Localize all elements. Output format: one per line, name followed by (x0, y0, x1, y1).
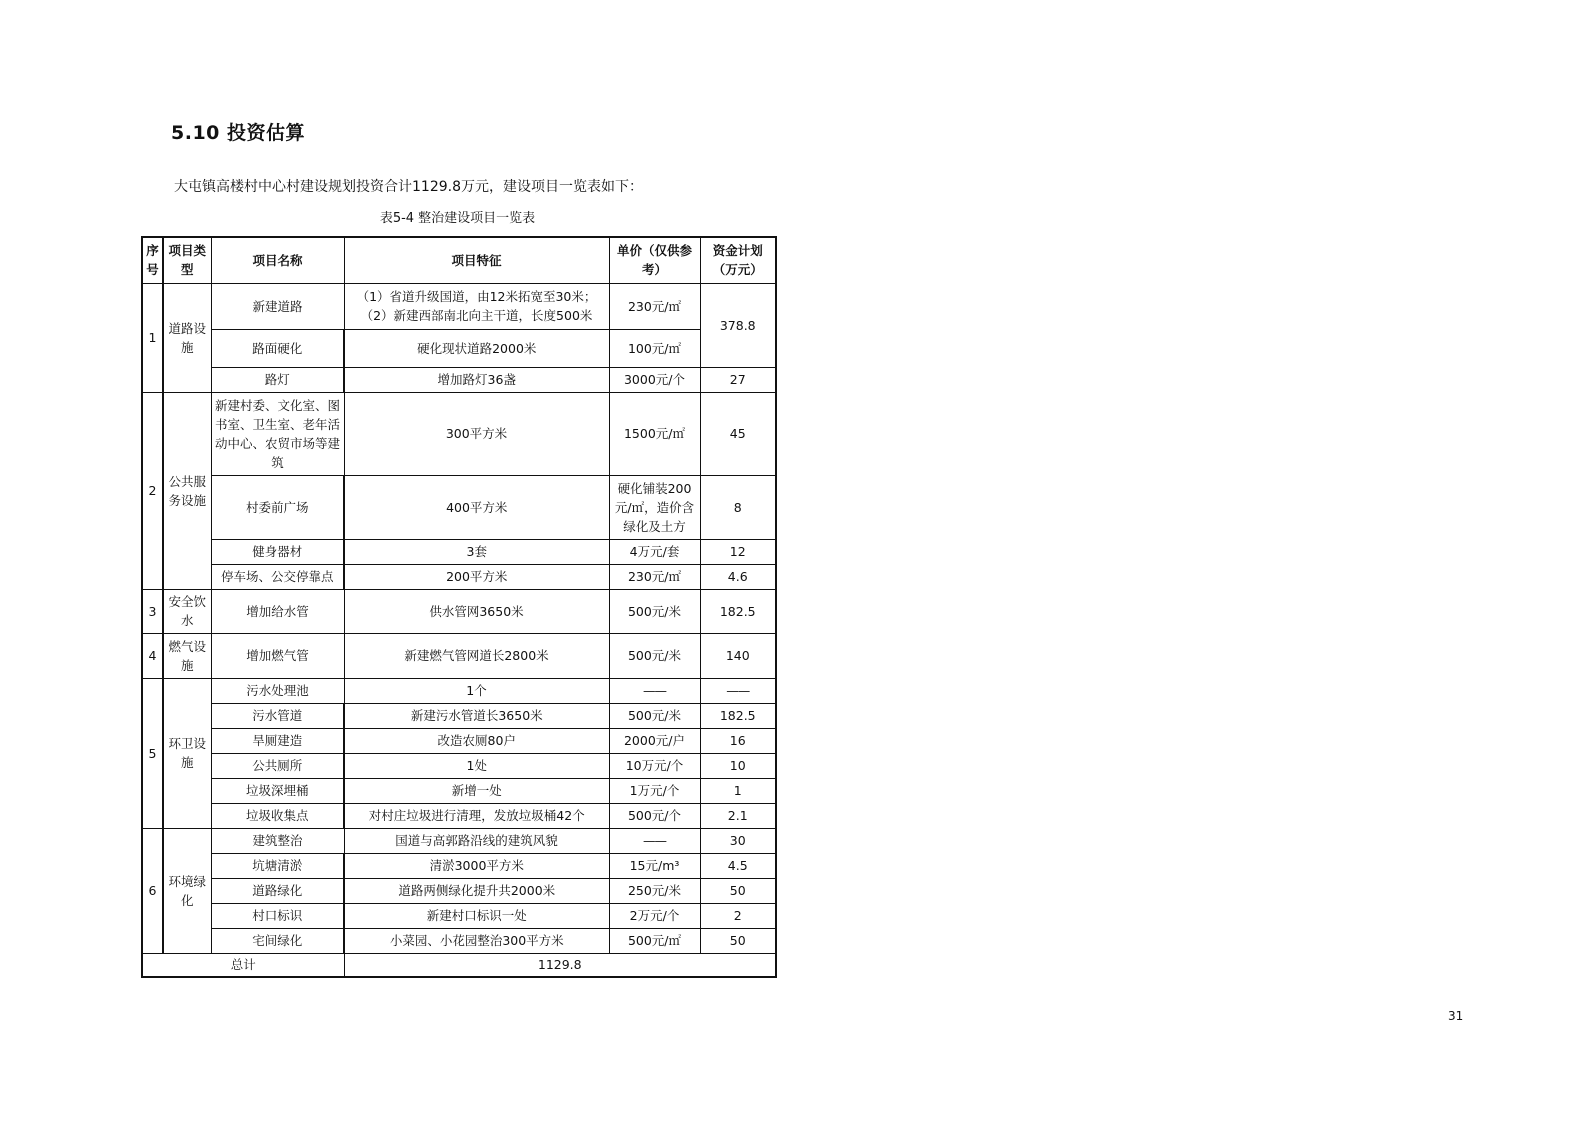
section-heading: 5.10 投资估算 (171, 122, 305, 144)
group-type: 道路设施 (163, 283, 211, 392)
item-price: 500元/个 (609, 803, 700, 828)
item-name: 增加燃气管 (211, 633, 344, 678)
item-feature: 3套 (344, 539, 609, 564)
group-type: 公共服务设施 (163, 392, 211, 589)
item-budget: 2.1 (700, 803, 776, 828)
item-price: 500元/米 (609, 703, 700, 728)
item-price: —— (609, 678, 700, 703)
item-price: 500元/㎡ (609, 928, 700, 953)
table-row (142, 283, 776, 329)
item-budget: 140 (700, 633, 776, 678)
item-feature: 400平方米 (344, 475, 609, 539)
table-row (142, 753, 776, 778)
item-feature: 增加路灯36盏 (344, 367, 609, 392)
item-budget: 50 (700, 878, 776, 903)
table-caption: 表5-4 整治建设项目一览表 (379, 211, 536, 226)
group-index: 2 (142, 392, 163, 589)
group-type: 燃气设施 (163, 633, 211, 678)
item-name: 垃圾收集点 (211, 803, 344, 828)
item-price: 10万元/个 (609, 753, 700, 778)
item-price: 硬化铺装200元/㎡，造价含绿化及土方 (609, 475, 700, 539)
item-price: 500元/米 (609, 633, 700, 678)
item-price: 500元/米 (609, 589, 700, 633)
item-feature: 300平方米 (344, 392, 609, 475)
item-price: 2000元/户 (609, 728, 700, 753)
table-row (142, 703, 776, 728)
item-name: 新建道路 (211, 283, 344, 329)
table-row (142, 903, 776, 928)
table-row (142, 828, 776, 853)
item-feature: 1处 (344, 753, 609, 778)
total-row (142, 953, 776, 977)
item-feature: （1）省道升级国道，由12米拓宽至30米；（2）新建西部南北向主干道，长度500米 (344, 283, 609, 329)
table-row (142, 853, 776, 878)
group-type: 环境绿化 (163, 828, 211, 953)
item-budget: 8 (700, 475, 776, 539)
item-price: 230元/㎡ (609, 564, 700, 589)
item-name: 增加给水管 (211, 589, 344, 633)
item-budget: 12 (700, 539, 776, 564)
item-name: 健身器材 (211, 539, 344, 564)
item-feature: 200平方米 (344, 564, 609, 589)
item-budget: 30 (700, 828, 776, 853)
item-feature: 供水管网3650米 (344, 589, 609, 633)
table-row (142, 367, 776, 392)
group-index: 5 (142, 678, 163, 828)
item-budget: 378.8 (700, 283, 776, 367)
item-name: 新建村委、文化室、图书室、卫生室、老年活动中心、农贸市场等建筑 (211, 392, 344, 475)
item-feature: 改造农厕80户 (344, 728, 609, 753)
group-index: 3 (142, 589, 163, 633)
item-budget: 1 (700, 778, 776, 803)
item-budget: 45 (700, 392, 776, 475)
item-price: —— (609, 828, 700, 853)
item-budget: 50 (700, 928, 776, 953)
item-name: 村口标识 (211, 903, 344, 928)
total-label: 总计 (142, 953, 344, 977)
item-price: 100元/㎡ (609, 329, 700, 367)
group-index: 6 (142, 828, 163, 953)
table-row (142, 678, 776, 703)
table-row (142, 778, 776, 803)
table-row (142, 928, 776, 953)
item-budget: 182.5 (700, 703, 776, 728)
item-feature: 新增一处 (344, 778, 609, 803)
group-index: 1 (142, 283, 163, 392)
item-price: 4万元/套 (609, 539, 700, 564)
header-price: 单价（仅供参考） (609, 237, 700, 283)
item-feature: 对村庄垃圾进行清理，发放垃圾桶42个 (344, 803, 609, 828)
item-budget: —— (700, 678, 776, 703)
item-name: 旱厕建造 (211, 728, 344, 753)
item-feature: 道路两侧绿化提升共2000米 (344, 878, 609, 903)
table-row (142, 539, 776, 564)
item-budget: 16 (700, 728, 776, 753)
group-type: 环卫设施 (163, 678, 211, 828)
header-budget: 资金计划（万元） (700, 237, 776, 283)
header-feature: 项目特征 (344, 237, 609, 283)
table-row (142, 329, 776, 367)
item-name: 坑塘清淤 (211, 853, 344, 878)
total-value: 1129.8 (344, 953, 776, 977)
table-row (142, 803, 776, 828)
item-name: 公共厕所 (211, 753, 344, 778)
item-name: 村委前广场 (211, 475, 344, 539)
item-feature: 国道与高郭路沿线的建筑风貌 (344, 828, 609, 853)
item-price: 230元/㎡ (609, 283, 700, 329)
item-feature: 新建村口标识一处 (344, 903, 609, 928)
table-row (142, 475, 776, 539)
item-name: 路面硬化 (211, 329, 344, 367)
table-row (142, 878, 776, 903)
table-row (142, 564, 776, 589)
header-type: 项目类型 (163, 237, 211, 283)
item-budget: 10 (700, 753, 776, 778)
item-price: 250元/米 (609, 878, 700, 903)
item-budget: 4.6 (700, 564, 776, 589)
header-row (142, 237, 776, 283)
item-budget: 182.5 (700, 589, 776, 633)
item-feature: 清淤3000平方米 (344, 853, 609, 878)
item-name: 垃圾深埋桶 (211, 778, 344, 803)
investment-table (141, 236, 777, 978)
group-type: 安全饮水 (163, 589, 211, 633)
item-price: 2万元/个 (609, 903, 700, 928)
item-price: 1万元/个 (609, 778, 700, 803)
item-name: 路灯 (211, 367, 344, 392)
item-name: 停车场、公交停靠点 (211, 564, 344, 589)
item-name: 宅间绿化 (211, 928, 344, 953)
item-feature: 新建燃气管网道长2800米 (344, 633, 609, 678)
intro-paragraph: 大屯镇高楼村中心村建设规划投资合计1129.8万元，建设项目一览表如下： (174, 179, 643, 195)
item-price: 1500元/㎡ (609, 392, 700, 475)
header-name: 项目名称 (211, 237, 344, 283)
page-number: 31 (1448, 1009, 1464, 1023)
item-feature: 小菜园、小花园整治300平方米 (344, 928, 609, 953)
table-row (142, 633, 776, 678)
item-feature: 1个 (344, 678, 609, 703)
table-row (142, 589, 776, 633)
item-price: 3000元/个 (609, 367, 700, 392)
item-price: 15元/m³ (609, 853, 700, 878)
table-row (142, 392, 776, 475)
header-index: 序号 (142, 237, 163, 283)
item-feature: 硬化现状道路2000米 (344, 329, 609, 367)
group-index: 4 (142, 633, 163, 678)
item-budget: 27 (700, 367, 776, 392)
item-budget: 4.5 (700, 853, 776, 878)
item-name: 污水处理池 (211, 678, 344, 703)
item-feature: 新建污水管道长3650米 (344, 703, 609, 728)
item-name: 污水管道 (211, 703, 344, 728)
item-name: 道路绿化 (211, 878, 344, 903)
table-row (142, 728, 776, 753)
item-name: 建筑整治 (211, 828, 344, 853)
item-budget: 2 (700, 903, 776, 928)
